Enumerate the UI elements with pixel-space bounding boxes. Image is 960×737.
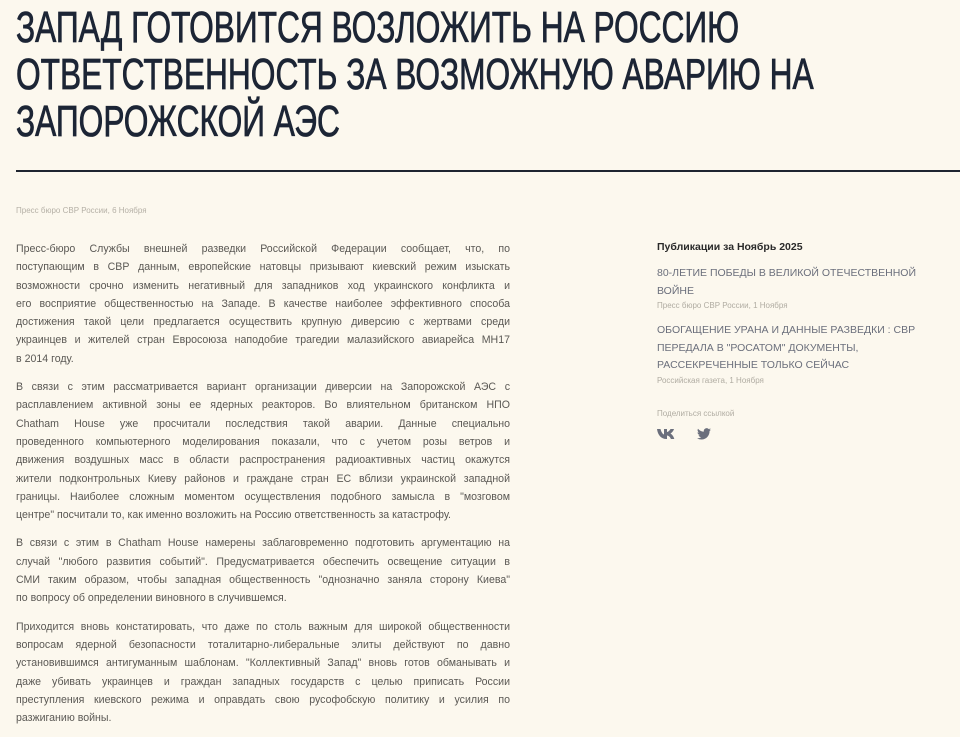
- paragraph-line: В связи с этим в Chatham House намерены заблаговременно подготовить аргументацию на: [16, 537, 510, 550]
- paragraph-line: даже убивать украинцев и граждан западных государств с целью приписать России: [16, 675, 510, 688]
- publication-item[interactable]: [657, 265, 937, 310]
- divider: [16, 170, 960, 172]
- title-line: ОТВЕТСТВЕННОСТЬ ЗА ВОЗМОЖНУЮ АВАРИЮ НА: [16, 50, 814, 99]
- paragraph-line: движения воздушных масс в области распространения радиоактивных частиц окажутся: [16, 454, 510, 467]
- twitter-icon[interactable]: [697, 428, 711, 440]
- paragraph-line: Приходится вновь констатировать, что даже по столь важным для широкой общественности: [16, 620, 510, 633]
- publication-link[interactable]: ОБОГАЩЕНИЕ УРАНА И ДАННЫЕ РАЗВЕДКИ : СВР ПЕРЕДАЛА В "РОСАТОМ" ДОКУМЕНТЫ, РАССЕКРЕЧЕННЫЕ ТОЛЬКО СЕЙЧАС: [657, 324, 916, 371]
- paragraph-line: границы. Наиболее сложным моментом осуществления подобного замысла в "мозговом: [16, 490, 510, 503]
- paragraph-line: его восприятие общественностью на Западе. В качестве наиболее эффективного способа: [16, 297, 510, 310]
- paragraph-line: украинцев и жителей стран Евросоюза наподобие трагедии малазийского авиарейса МН17: [16, 334, 510, 347]
- article-paragraph: [16, 240, 510, 368]
- paragraph-line: достижения такой цели предлагается осуществить крупную диверсию с жертвами среди: [16, 316, 510, 329]
- paragraph-line: расплавлением активной зоны ее ядерных реакторов. Во влиятельном британском НПО: [16, 399, 510, 412]
- paragraph-line: жители подконтрольных Киеву районов и граждане стран ЕС вблизи украинской западной: [16, 472, 510, 485]
- share-label: Поделиться ссылкой: [657, 408, 735, 418]
- publication-item[interactable]: [657, 322, 937, 385]
- paragraph-line: разжиганию войны.: [16, 712, 112, 725]
- paragraph-line: установившимся антигуманным шаблонам. "Коллективный Запад" вновь готов обманывать и: [16, 657, 510, 670]
- article-paragraph: [16, 378, 510, 524]
- publication-source: Пресс бюро СВР России, 1 Ноября: [657, 301, 788, 310]
- article-body: [16, 240, 510, 737]
- article-paragraph: [16, 618, 510, 728]
- paragraph-line: В связи с этим рассматривается вариант организации диверсии на Запорожской АЭС с: [16, 381, 510, 394]
- paragraph-line: в 2014 году.: [16, 352, 74, 365]
- article-paragraph: [16, 534, 510, 607]
- paragraph-line: Chatham House уже просчитали последствия такой аварии. Данные специально: [16, 417, 510, 430]
- sidebar-heading: Публикации за Ноябрь 2025: [657, 241, 803, 253]
- paragraph-line: по вопросу об определении виновного в случившемся.: [16, 592, 287, 605]
- paragraph-line: возможности срочно изменить негативный для западников ход украинского конфликта и: [16, 279, 510, 292]
- title-line: ЗАПАД ГОТОВИТСЯ ВОЗЛОЖИТЬ НА РОССИЮ: [16, 3, 740, 52]
- paragraph-line: СМИ таким образом, чтобы западная общественность "однозначно заняла сторону Киева": [16, 574, 510, 587]
- page-title: [16, 4, 960, 145]
- publication-link[interactable]: 80-ЛЕТИЕ ПОБЕДЫ В ВЕЛИКОЙ ОТЕЧЕСТВЕННОЙ ВОЙНЕ: [657, 267, 916, 297]
- sidebar: [657, 241, 937, 440]
- paragraph-line: преступления киевского режима и оправдать свою русофобскую политику и усилия по: [16, 693, 510, 706]
- title-line: ЗАПОРОЖСКОЙ АЭС: [16, 97, 340, 146]
- paragraph-line: проведенного компьютерного моделирования показали, что с учетом розы ветров и: [16, 435, 510, 448]
- paragraph-line: вопросам ядерной безопасности тоталитарно-либеральные элиты действуют по давно: [16, 638, 510, 651]
- vk-icon[interactable]: [657, 428, 677, 440]
- paragraph-line: центре" посчитали то, как именно возложить на Россию ответственность за катастрофу.: [16, 509, 452, 522]
- article-meta: Пресс бюро СВР России, 6 Ноября: [16, 206, 147, 215]
- paragraph-line: поступающим в СВР данным, европейские натовцы призывают киевский режим изыскать: [16, 261, 510, 274]
- paragraph-line: Пресс-бюро Службы внешней разведки Российской Федерации сообщает, что, по: [16, 243, 510, 255]
- publication-source: Российская газета, 1 Ноября: [657, 375, 764, 385]
- paragraph-line: случай "любого развития событий". Предусматривается обеспечить освещение ситуации в: [16, 555, 510, 568]
